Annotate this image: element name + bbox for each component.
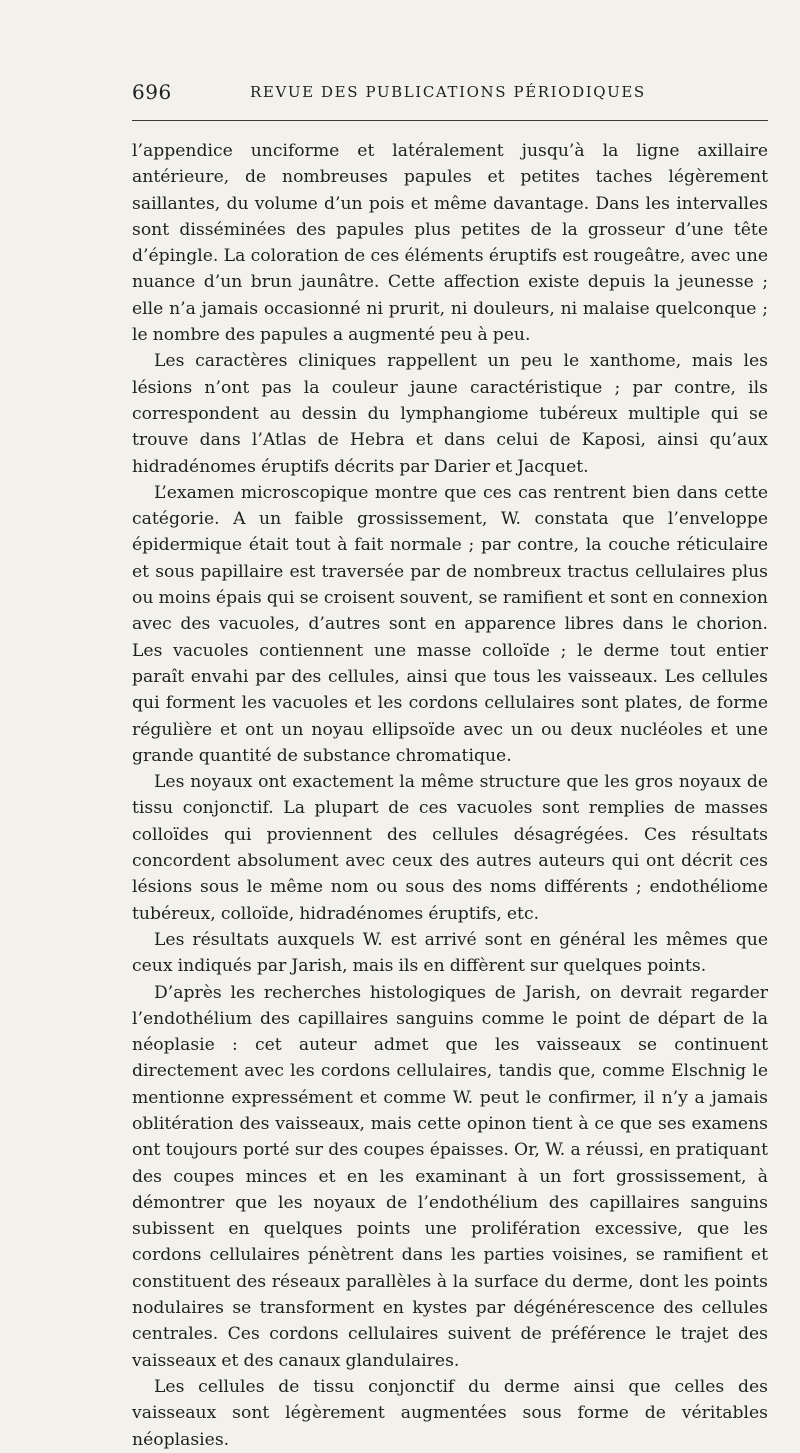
article-body: [132, 138, 768, 1453]
paragraph: Les noyaux ont exactement la même structure que les gros noyaux de tissu conjonctif. La plupart de ces vacuoles sont remplies de masses colloïdes qui proviennent des cellules désagrégées. Ces résultats concordent absolument avec ceux des autres auteurs qui ont décrit ces lésions sous le même nom ou sous des noms différents ; endothéliome tubéreux, colloïde, hidradénomes éruptifs, etc.: [132, 772, 768, 924]
running-title: REVUE DES PUBLICATIONS PÉRIODIQUES: [250, 83, 646, 101]
paragraph: Les résultats auxquels W. est arrivé sont en général les mêmes que ceux indiqués par Jarish, mais ils en diffèrent sur quelques points.: [132, 929, 768, 977]
paragraph: l’appendice unciforme et latéralement jusqu’à la ligne axillaire antérieure, de nombreuses papules et petites taches légèrement saillantes, du volume d’un pois et même davantage. Dans les intervalles sont disséminées des papules plus petites de la grosseur d’une tête d’épingle. La coloration de ces éléments éruptifs est rougeâtre, avec une nuance d’un brun jaunâtre. Cette affection existe depuis la jeunesse ; elle n’a jamais occasionné ni prurit, ni douleurs, ni malaise quelconque ; le nombre des papules a augmenté peu à peu.: [132, 141, 768, 346]
page-number: 696: [132, 80, 172, 104]
paragraph: D’après les recherches histologiques de Jarish, on devrait regarder l’endothélium des capillaires sanguins comme le point de départ de la néoplasie : cet auteur admet que les vaisseaux se continuent directement avec les cordons cellulaires, tandis que, comme Elschnig le mentionne expressément et comme W. peut le confirmer, il n’y a jamais oblitération des vaisseaux, mais cette opinon tient à ce que ses examens ont toujours porté sur des coupes épaisses. Or, W. a réussi, en pratiquant des coupes minces et en les examinant à un fort grossissement, à démontrer que les noyaux de l’endothélium des capillaires sanguins subissent en quelques points une prolifération excessive, que les cordons cellulaires pénètrent dans les parties voisines, se ramifient et constituent des réseaux parallèles à la surface du derme, dont les points nodulaires se transforment en kystes par dégénérescence des cellules centrales. Ces cordons cellulaires suivent de préférence le trajet des vaisseaux et des canaux glandulaires.: [132, 982, 768, 1371]
paragraph: Les caractères cliniques rappellent un peu le xanthome, mais les lésions n’ont pas la couleur jaune caractéristique ; par contre, ils correspondent au dessin du lymphangiome tubéreux multiple qui se trouve dans l’Atlas de Hebra et dans celui de Kaposi, ainsi qu’aux hidradénomes éruptifs décrits par Darier et Jacquet.: [132, 351, 768, 477]
page-header: [132, 80, 768, 104]
header-rule: [132, 120, 768, 121]
paragraph: L’examen microscopique montre que ces cas rentrent bien dans cette catégorie. A un faible grossissement, W. constata que l’enveloppe épidermique était tout à fait normale ; par contre, la couche réticulaire et sous papillaire est traversée par de nombreux tractus cellulaires plus ou moins épais qui se croisent souvent, se ramifient et sont en connexion avec des vacuoles, d’autres sont en apparence libres dans le chorion. Les vacuoles contiennent une masse colloïde ; le derme tout entier paraît envahi par des cellules, ainsi que tous les vaisseaux. Les cellules qui forment les vacuoles et les cordons cellulaires sont plates, de forme régulière et ont un noyau ellipsoïde avec un ou deux nucléoles et une grande quantité de substance chromatique.: [132, 482, 768, 766]
paragraph: Les cellules de tissu conjonctif du derme ainsi que celles des vaisseaux sont légèrement augmentées sous forme de véritables néoplasies.: [132, 1376, 768, 1450]
